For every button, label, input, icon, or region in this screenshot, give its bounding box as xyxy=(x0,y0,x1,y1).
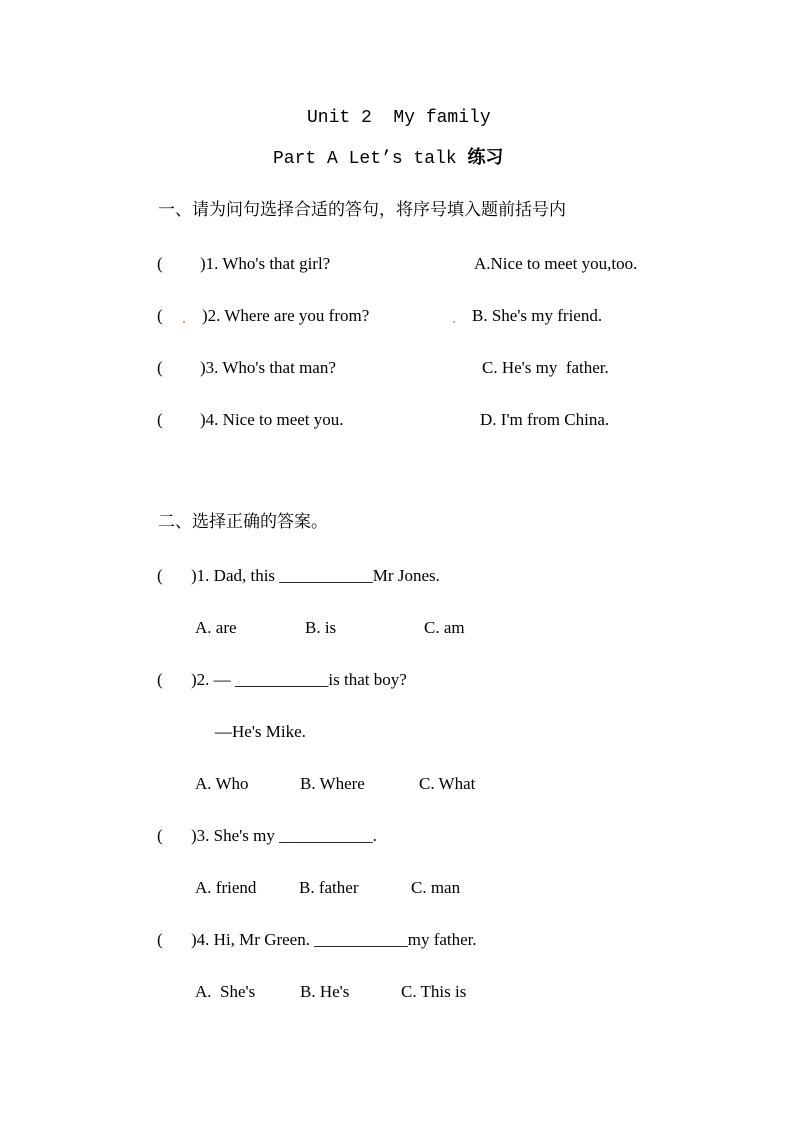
s1-q4-text: )4. Nice to meet you. xyxy=(200,410,344,429)
s1-q4-answer: D. I'm from China. xyxy=(480,410,610,429)
s2-q2-reply: —He's Mike. xyxy=(215,722,306,741)
s1-q2-paren: ( xyxy=(157,306,163,325)
s2-q3-text: )3. She's my ___________. xyxy=(191,826,377,845)
part-title xyxy=(273,149,503,168)
s2-q3-paren: ( xyxy=(157,826,163,845)
s1-q2-text: )2. Where are you from? xyxy=(202,306,370,325)
s2-q2-option-c: C. What xyxy=(419,774,476,793)
s1-q4-paren: ( xyxy=(157,410,163,429)
s1-q3-answer: C. He's my father. xyxy=(482,358,609,377)
s2-q4-text: )4. Hi, Mr Green. ___________my father. xyxy=(191,930,477,949)
part-title-cn: 练习 xyxy=(467,147,504,168)
s2-q4-paren: ( xyxy=(157,930,163,949)
s1-q3-paren: ( xyxy=(157,358,163,377)
s2-q1-text: )1. Dad, this ___________Mr Jones. xyxy=(191,566,440,585)
s1-q1-answer: A.Nice to meet you,too. xyxy=(474,254,638,273)
section1-heading: 一、请为问句选择合适的答句，将序号填入题前括号内 xyxy=(158,200,566,220)
stray-mark xyxy=(183,321,185,323)
part-title-en: Part A Let’s talk xyxy=(273,149,468,169)
s1-q2-answer: B. She's my friend. xyxy=(472,306,603,325)
s1-q3-text: )3. Who's that man? xyxy=(200,358,336,377)
s2-q2-option-a: A. Who xyxy=(195,774,249,793)
s1-q1-text: )1. Who's that girl? xyxy=(200,254,331,273)
s2-q2-option-b: B. Where xyxy=(300,774,365,793)
s2-q4-option-a: A. She's xyxy=(195,982,256,1001)
s2-q1-option-c: C. am xyxy=(424,618,465,637)
s2-q4-option-c: C. This is xyxy=(401,982,467,1001)
s2-q1-option-a: A. are xyxy=(195,618,237,637)
s2-q3-option-b: B. father xyxy=(299,878,359,897)
unit-title: Unit 2 My family xyxy=(307,108,491,128)
s1-q1-paren: ( xyxy=(157,254,163,273)
s2-q3-option-a: A. friend xyxy=(195,878,257,897)
s2-q1-paren: ( xyxy=(157,566,163,585)
stray-mark xyxy=(453,321,455,323)
s2-q3-option-c: C. man xyxy=(411,878,461,897)
section2-heading: 二、选择正确的答案。 xyxy=(158,512,328,532)
s2-q2-paren: ( xyxy=(157,670,163,689)
s2-q2-text: )2. — ___________is that boy? xyxy=(191,670,407,689)
s2-q4-option-b: B. He's xyxy=(300,982,350,1001)
s2-q1-option-b: B. is xyxy=(305,618,337,637)
